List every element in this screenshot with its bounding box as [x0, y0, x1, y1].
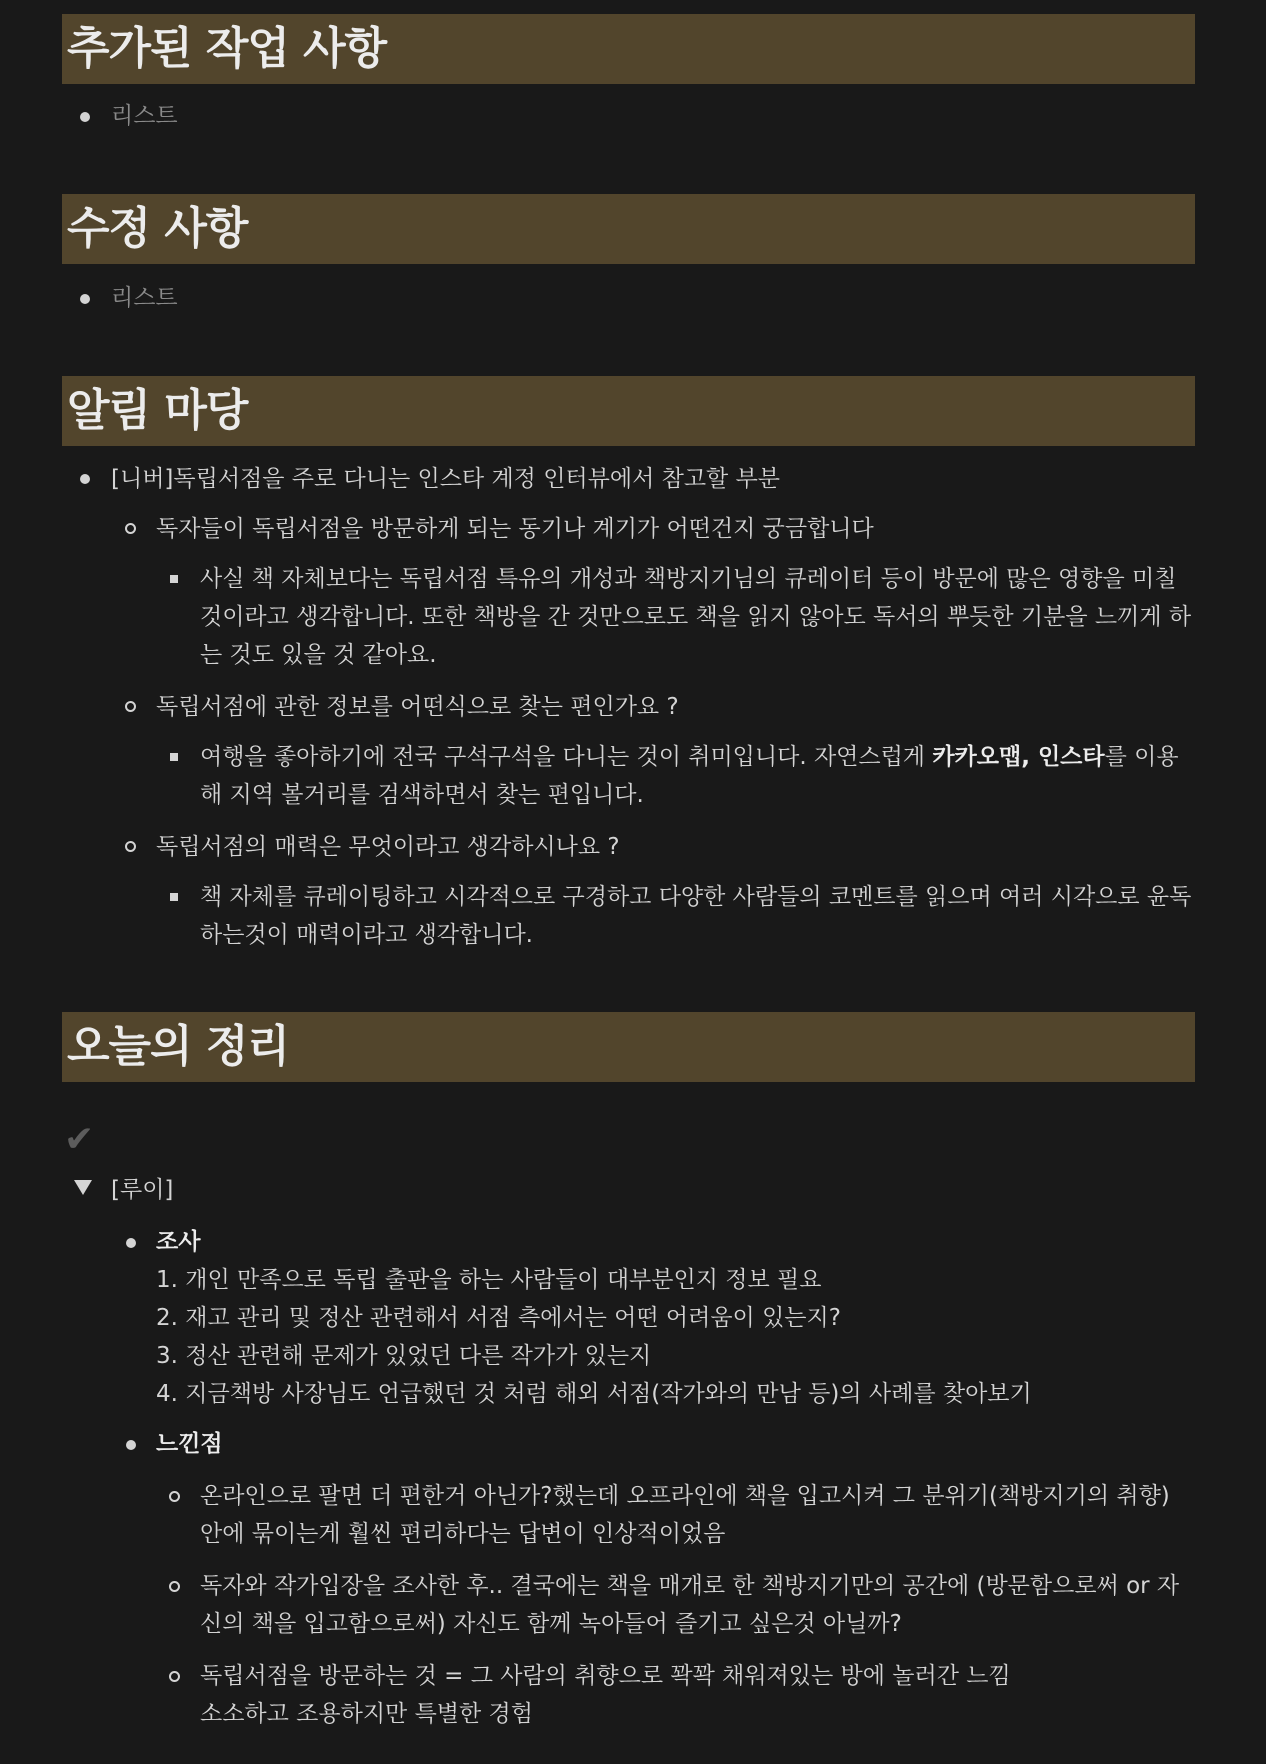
- answer-2-line-1: [200, 738, 1179, 776]
- sub-bullet: [169, 1491, 180, 1502]
- question-1: 독자들이 독립서점을 방문하게 되는 동기나 계기가 어떤건지 궁금합니다: [156, 516, 874, 542]
- heading-added-tasks: 추가된 작업 사항: [62, 14, 1195, 84]
- sub-sub-bullet: [170, 893, 178, 901]
- answer-1-line-3: 는 것도 있을 것 같아요.: [200, 642, 437, 668]
- toggle-label[interactable]: [루이]: [111, 1177, 174, 1203]
- bullet: [80, 294, 90, 304]
- heading-todays-summary: 오늘의 정리: [62, 1012, 1195, 1082]
- research-item-1: 1. 개인 만족으로 독립 출판을 하는 사람들이 대부분인지 정보 필요: [156, 1267, 822, 1293]
- heading-modifications: 수정 사항: [62, 194, 1195, 264]
- research-item-2: 2. 재고 관리 및 정산 관련해서 서점 측에서는 어떤 어려움이 있는지?: [156, 1305, 841, 1331]
- research-item-4: 4. 지금책방 사장님도 언급했던 것 처럼 해외 서점(작가와의 만남 등)의 사례를 찾아보기: [156, 1381, 1032, 1407]
- sub-bullet: [125, 701, 136, 712]
- sub-bullet: [125, 841, 136, 852]
- sub-sub-bullet: [170, 575, 178, 583]
- answer-2-text-end: 를 이용: [1104, 744, 1179, 770]
- feeling-3-line-1: 독립서점을 방문하는 것 = 그 사람의 취향으로 꽉꽉 채워져있는 방에 놀러간 느낌: [200, 1663, 1011, 1689]
- research-item-3: 3. 정산 관련해 문제가 있었던 다른 작가가 있는지: [156, 1343, 652, 1369]
- feeling-1-line-2: 안에 묶이는게 훨씬 편리하다는 답변이 인상적이었음: [200, 1521, 726, 1547]
- answer-2-bold: 카카오맵, 인스타: [932, 744, 1105, 770]
- bullet: [80, 474, 90, 484]
- list-item: [니버]독립서점을 주로 다니는 인스타 계정 인터뷰에서 참고할 부분: [111, 466, 781, 492]
- answer-2-text: 여행을 좋아하기에 전국 구석구석을 다니는 것이 취미입니다. 자연스럽게: [200, 744, 933, 770]
- bullet: [126, 1238, 136, 1248]
- list-item: 리스트: [111, 103, 178, 129]
- answer-3-line-2: 하는것이 매력이라고 생각합니다.: [200, 922, 533, 948]
- heading-notice-board: 알림 마당: [62, 376, 1195, 446]
- feelings-label: 느낀점: [156, 1431, 223, 1457]
- toggle-triangle-icon[interactable]: [74, 1180, 92, 1195]
- research-label: 조사: [156, 1229, 201, 1255]
- feeling-1-line-1: 온라인으로 팔면 더 편한거 아닌가?했는데 오프라인에 책을 입고시켜 그 분위기(책방지기의 취향): [200, 1483, 1170, 1509]
- feeling-2-line-2: 신의 책을 입고함으로써) 자신도 함께 녹아들어 즐기고 싶은것 아닐까?: [200, 1611, 902, 1637]
- answer-2-line-2: 해 지역 볼거리를 검색하면서 찾는 편입니다.: [200, 782, 644, 808]
- feeling-3-line-2: 소소하고 조용하지만 특별한 경험: [200, 1701, 533, 1727]
- question-3: 독립서점의 매력은 무엇이라고 생각하시나요 ?: [156, 834, 620, 860]
- list-item: 리스트: [111, 285, 178, 311]
- sub-bullet: [125, 523, 136, 534]
- checkmark-icon: ✔: [64, 1119, 95, 1160]
- feeling-2-line-1: 독자와 작가입장을 조사한 후.. 결국에는 책을 매개로 한 책방지기만의 공간에 (방문함으로써 or 자: [200, 1573, 1180, 1599]
- answer-3-line-1: 책 자체를 큐레이팅하고 시각적으로 구경하고 다양한 사람들의 코멘트를 읽으며 여러 시각으로 윤독: [200, 884, 1192, 910]
- question-2: 독립서점에 관한 정보를 어떤식으로 찾는 편인가요 ?: [156, 694, 679, 720]
- sub-sub-bullet: [170, 753, 178, 761]
- bullet: [126, 1440, 136, 1450]
- answer-1-line-1: 사실 책 자체보다는 독립서점 특유의 개성과 책방지기님의 큐레이터 등이 방문에 많은 영향을 미칠: [200, 566, 1177, 592]
- sub-bullet: [169, 1671, 180, 1682]
- answer-1-line-2: 것이라고 생각합니다. 또한 책방을 간 것만으로도 책을 읽지 않아도 독서의 뿌듯한 기분을 느끼게 하: [200, 604, 1192, 630]
- sub-bullet: [169, 1581, 180, 1592]
- bullet: [80, 112, 90, 122]
